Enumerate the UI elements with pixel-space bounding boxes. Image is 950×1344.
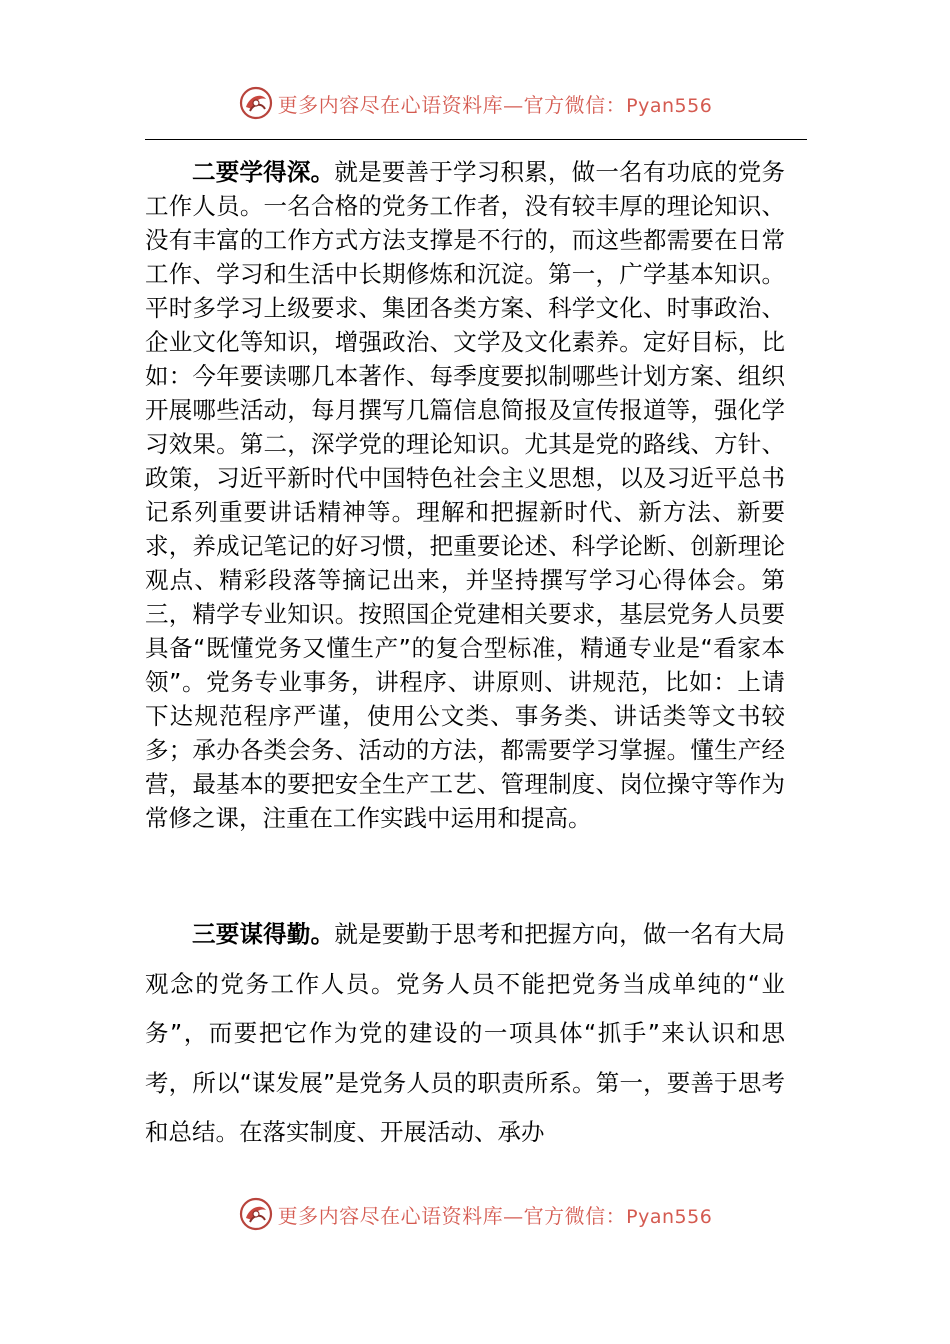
paragraph-lead: 三要谋得勤。	[192, 920, 335, 948]
footer-banner-text	[278, 1200, 713, 1229]
header-banner-text	[278, 89, 713, 118]
footer-banner-inner	[238, 1196, 713, 1232]
header-banner-label: 更多内容尽在心语资料库—官方微信：	[277, 92, 627, 117]
header-banner	[0, 83, 950, 123]
paragraph-learn-deep	[145, 155, 785, 835]
footer-banner	[0, 1194, 950, 1234]
footer-banner-label: 更多内容尽在心语资料库—官方微信：	[277, 1203, 627, 1228]
header-divider	[145, 139, 807, 140]
header-wechat-id: Pyan556	[626, 94, 713, 117]
paragraph-plan-diligent	[145, 910, 785, 1158]
ribbon-seal-logo-icon	[238, 85, 274, 121]
ribbon-seal-logo-icon	[238, 1196, 274, 1232]
paragraph-text: 就是要勤于思考和把握方向，做一名有大局观念的党务工作人员。党务人员不能把党务当成单纯的“业务”，而要把它作为党的建设的一项具体“抓手”来认识和思考，所以“谋发展”是党务人员的职责所系。第一，要善于思考和总结。在落实制度、开展活动、承办	[145, 920, 785, 1146]
paragraph-lead: 二要学得深。	[192, 158, 335, 186]
footer-wechat-id: Pyan556	[626, 1205, 713, 1228]
header-banner-inner	[238, 85, 713, 121]
paragraph-text: 就是要善于学习积累，做一名有功底的党务工作人员。一名合格的党务工作者，没有较丰厚的理论知识、没有丰富的工作方式方法支撑是不行的，而这些都需要在日常工作、学习和生活中长期修炼和沉淀。第一，广学基本知识。平时多学习上级要求、集团各类方案、科学文化、时事政治、企业文化等知识，增强政治、文学及文化素养。定好目标，比如：今年要读哪几本著作、每季度要拟制哪些计划方案、组织开展哪些活动，每月撰写几篇信息简报及宣传报道等，强化学习效果。第二，深学党的理论知识。尤其是党的路线、方针、政策，习近平新时代中国特色社会主义思想，以及习近平总书记系列重要讲话精神等。理解和把握新时代、新方法、新要求，养成记笔记的好习惯，把重要论述、科学论断、创新理论观点、精彩段落等摘记出来，并坚持撰写学习心得体会。第三，精学专业知识。按照国企党建相关要求，基层党务人员要具备“既懂党务又懂生产”的复合型标准，精通专业是“看家本领”。党务专业事务，讲程序、讲原则、讲规范，比如：上请下达规范程序严谨，使用公文类、事务类、讲话类等文书较多；承办各类会务、活动的方法，都需要学习掌握。懂生产经营，最基本的要把安全生产工艺、管理制度、岗位操守等作为常修之课，注重在工作实践中运用和提高。	[145, 158, 785, 832]
